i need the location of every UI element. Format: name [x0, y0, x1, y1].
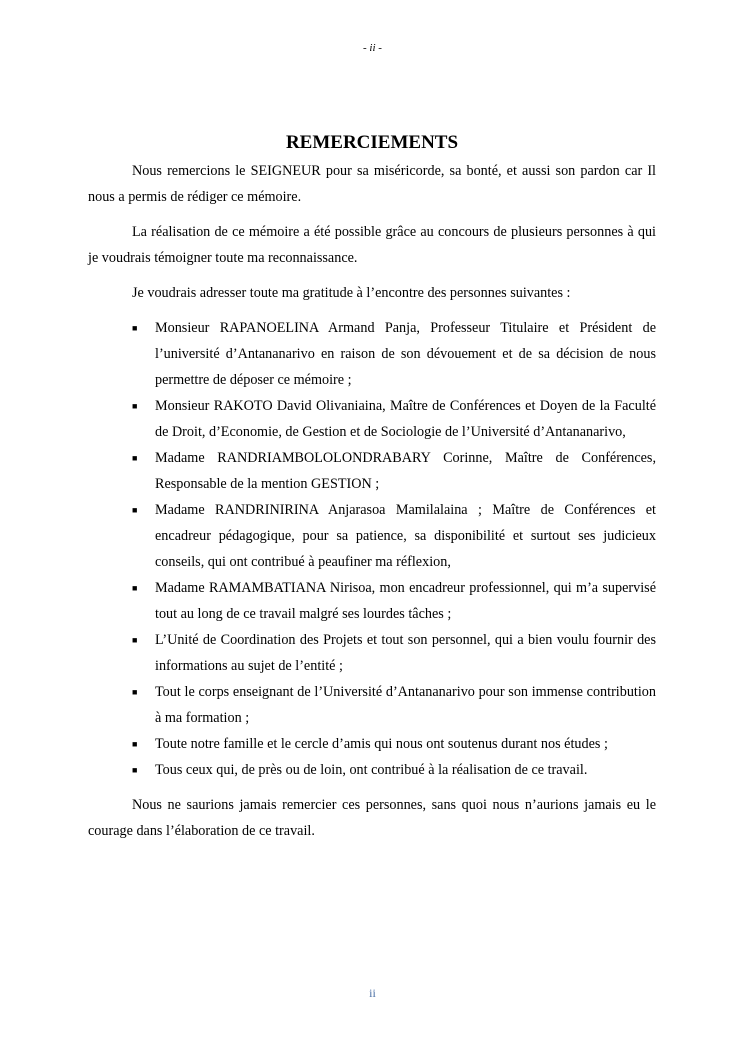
- square-bullet-icon: ■: [132, 635, 138, 645]
- list-item: [88, 315, 656, 393]
- list-item: [88, 627, 656, 679]
- list-item-text: Tous ceux qui, de près ou de loin, ont contribué à la réalisation de ce travail.: [155, 762, 588, 778]
- paragraph-gratitude: Je voudrais adresser toute ma gratitude à l’encontre des personnes suivantes :: [132, 285, 571, 301]
- list-item-text: Toute notre famille et le cercle d’amis qui nous ont soutenus durant nos études ;: [155, 736, 608, 752]
- paragraph-intro: Nous remercions le SEIGNEUR pour sa miséricorde, sa bonté, et aussi son pardon car Il nous a permis de rédiger ce mémoire.: [88, 163, 656, 205]
- square-bullet-icon: ■: [132, 453, 138, 463]
- list-item: [88, 679, 656, 731]
- square-bullet-icon: ■: [132, 687, 138, 697]
- list-item: [88, 757, 656, 783]
- square-bullet-icon: ■: [132, 765, 138, 775]
- list-item-text: Monsieur RAPANOELINA Armand Panja, Professeur Titulaire et Président de l’université d’Antananarivo en raison de son dévouement et de sa décision de nous permettre de déposer ce mémoire ;: [155, 320, 656, 388]
- page-title: REMERCIEMENTS: [285, 132, 459, 153]
- paragraph-realisation: La réalisation de ce mémoire a été possible grâce au concours de plusieurs personnes à qui je voudrais témoigner toute ma reconnaissance.: [88, 224, 656, 266]
- acknowledgement-list: [88, 315, 656, 783]
- list-item: [88, 731, 656, 757]
- list-item-text: Madame RANDRINIRINA Anjarasoa Mamilalaina ; Maître de Conférences et encadreur pédagogique, pour sa patience, sa disponibilité et surtout ses judicieux conseils, qui ont contribué à peaufiner ma réflexion,: [155, 502, 656, 570]
- page-number-footer: ii: [369, 986, 376, 1000]
- list-item-text: Madame RANDRIAMBOLOLONDRABARY Corinne, Maître de Conférences, Responsable de la mention GESTION ;: [155, 450, 656, 492]
- list-item-text: Monsieur RAKOTO David Olivaniaina, Maître de Conférences et Doyen de la Faculté de Droit, d’Economie, de Gestion et de Sociologie de l’Université d’Antananarivo,: [155, 398, 656, 440]
- list-item: [88, 497, 656, 575]
- square-bullet-icon: ■: [132, 323, 138, 333]
- page-header-label: - ii -: [363, 42, 382, 54]
- list-item-text: Madame RAMAMBATIANA Nirisoa, mon encadreur professionnel, qui m’a supervisé tout au long de ce travail malgré ses lourdes tâches ;: [155, 580, 656, 622]
- square-bullet-icon: ■: [132, 739, 138, 749]
- list-item: [88, 445, 656, 497]
- square-bullet-icon: ■: [132, 505, 138, 515]
- square-bullet-icon: ■: [132, 583, 138, 593]
- document-body: [88, 130, 656, 853]
- list-item-text: Tout le corps enseignant de l’Université d’Antananarivo pour son immense contribution à ma formation ;: [155, 684, 656, 726]
- list-item: [88, 575, 656, 627]
- square-bullet-icon: ■: [132, 401, 138, 411]
- list-item-text: L’Unité de Coordination des Projets et tout son personnel, qui a bien voulu fournir des informations au sujet de l’entité ;: [155, 632, 656, 674]
- list-item: [88, 393, 656, 445]
- paragraph-closing: Nous ne saurions jamais remercier ces personnes, sans quoi nous n’aurions jamais eu le courage dans l’élaboration de ce travail.: [88, 797, 656, 839]
